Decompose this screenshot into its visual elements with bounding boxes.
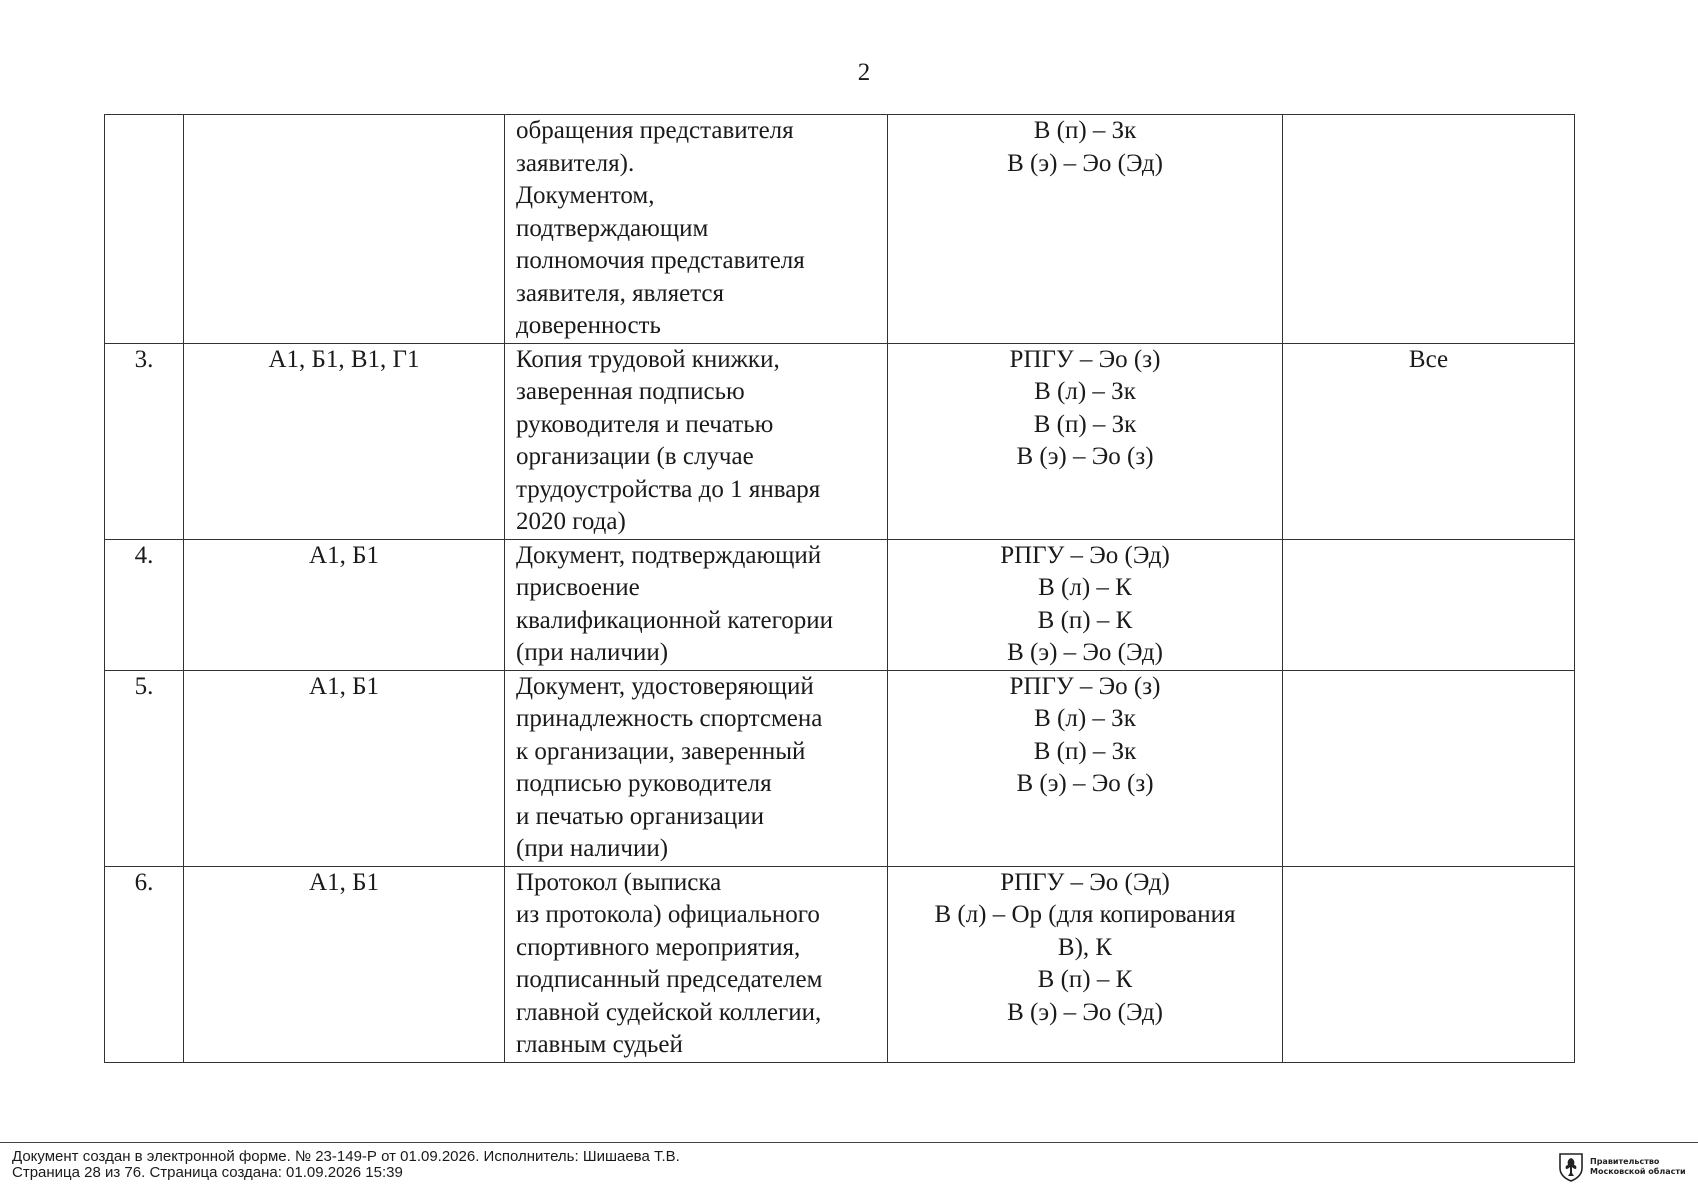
government-logo (1558, 1152, 1686, 1182)
applicant-groups: А1, Б1 (309, 541, 379, 569)
table-row (105, 670, 1575, 866)
row-number-cell (105, 539, 184, 670)
submission-method-line: В (л) – Ор (для копирования (934, 901, 1236, 928)
submission-method-cell (888, 343, 1283, 539)
document-name-line: и печатью организации (516, 802, 764, 830)
document-name-line: полномочия представителя (516, 247, 805, 274)
submission-method-cell (888, 866, 1283, 1062)
document-name-line: трудоустройства до 1 января (516, 475, 821, 503)
row-number-cell (105, 115, 184, 344)
submission-method-line: В (э) – Эо (Эд) (1007, 639, 1163, 666)
submission-method-line: В (л) – Зк (1034, 378, 1136, 405)
submission-method-line: В (э) – Эо (Эд) (1007, 149, 1163, 177)
note-cell (1283, 670, 1575, 866)
logo-text-line2: Московской области (1590, 1167, 1686, 1176)
document-name-line: Копия трудовой книжки, (516, 345, 780, 373)
document-name-line: квалификационной категории (516, 606, 834, 634)
submission-method-line: В (п) – Зк (1033, 117, 1137, 144)
document-name-cell (505, 343, 888, 539)
submission-method-line: В (э) – Эо (з) (1016, 443, 1154, 470)
document-name-line: заявителя, является (516, 279, 725, 307)
submission-method-line: РПГУ – Эо (з) (1009, 672, 1161, 700)
applicant-groups-cell (184, 539, 505, 670)
submission-method-line: В (э) – Эо (з) (1016, 770, 1154, 797)
document-name-line: Протокол (выписка (516, 868, 722, 896)
document-name-line: присвоение (516, 574, 640, 601)
document-name-line: организации (в случае (516, 443, 754, 470)
row-number: 3. (134, 345, 154, 373)
document-name-line: Документ, подтверждающий (516, 541, 822, 569)
document-name-line: принадлежность спортсмена (516, 705, 823, 732)
document-name-line: подписью руководителя (516, 770, 772, 797)
document-name-line: подписанный председателем (516, 966, 823, 993)
document-name-line: (при наличии) (516, 835, 669, 862)
row-number-cell (105, 670, 184, 866)
note-text: Все (1408, 345, 1449, 373)
applicant-groups: А1, Б1 (309, 672, 379, 700)
document-name-cell (505, 670, 888, 866)
submission-method-line: РПГУ – Эо (з) (1009, 345, 1161, 373)
table-row (105, 539, 1575, 670)
footer-info (12, 1149, 680, 1181)
submission-method-line: В (л) – К (1038, 574, 1132, 601)
table-row (105, 343, 1575, 539)
applicant-groups-cell (184, 115, 505, 344)
submission-method-line: РПГУ – Эо (Эд) (1000, 541, 1170, 569)
document-name-line: обращения представителя (516, 117, 794, 144)
document-name-line: Документ, удостоверяющий (516, 672, 814, 700)
document-name-line: Документом, (516, 182, 655, 209)
documents-table-body (105, 115, 1575, 1063)
row-number: 6. (134, 868, 154, 896)
documents-table (104, 114, 1575, 1063)
submission-method-line: В (п) – Зк (1033, 737, 1137, 765)
document-name-line: главным судьей (516, 1031, 683, 1058)
coat-of-arms-icon (1558, 1152, 1584, 1182)
applicant-groups: А1, Б1, В1, Г1 (268, 345, 420, 373)
document-name-line: заверенная подписью (516, 378, 745, 405)
row-number-cell (105, 866, 184, 1062)
submission-method-cell (888, 115, 1283, 344)
note-cell (1283, 343, 1575, 539)
applicant-groups-cell (184, 343, 505, 539)
document-name-line: 2020 года) (516, 508, 626, 535)
applicant-groups: А1, Б1 (309, 868, 379, 896)
logo-text-line1: Правительство (1590, 1157, 1660, 1166)
applicant-groups-cell (184, 670, 505, 866)
note-cell (1283, 539, 1575, 670)
document-name-line: спортивного мероприятия, (516, 933, 801, 961)
submission-method-line: В (п) – К (1037, 606, 1133, 634)
footer-document-info: Документ создан в электронной форме. № 23-149-Р от 01.09.2026. Исполнитель: Шишаева Т.В. (12, 1148, 680, 1165)
document-name-line: руководителя и печатью (516, 410, 774, 438)
document-name-cell (505, 866, 888, 1062)
note-cell (1283, 115, 1575, 344)
page-number: 2 (857, 59, 871, 86)
document-name-cell (505, 115, 888, 344)
submission-method-line: РПГУ – Эо (Эд) (1000, 868, 1170, 896)
submission-method-cell (888, 670, 1283, 866)
note-cell (1283, 866, 1575, 1062)
row-number: 4. (134, 541, 154, 569)
row-number: 5. (134, 672, 154, 700)
submission-method-line: В (п) – Зк (1033, 410, 1137, 438)
table-row (105, 866, 1575, 1062)
document-name-line: к организации, заверенный (516, 737, 806, 765)
document-name-line: подтверждающим (516, 214, 709, 242)
document-name-line: заявителя). (516, 149, 635, 177)
row-number-cell (105, 343, 184, 539)
submission-method-cell (888, 539, 1283, 670)
submission-method-line: В (л) – Зк (1034, 705, 1136, 732)
footer-divider (0, 1142, 1698, 1143)
document-name-line: (при наличии) (516, 639, 669, 666)
applicant-groups-cell (184, 866, 505, 1062)
submission-method-line: В (э) – Эо (Эд) (1007, 998, 1163, 1026)
footer-page-info: Страница 28 из 76. Страница создана: 01.09.2026 15:39 (12, 1164, 403, 1181)
document-name-line: главной судейской коллегии, (516, 998, 822, 1026)
submission-method-line: В (п) – К (1037, 966, 1133, 993)
table-row (105, 115, 1575, 344)
document-name-line: доверенность (516, 312, 661, 339)
submission-method-line: В), К (1057, 933, 1113, 961)
document-name-cell (505, 539, 888, 670)
document-name-line: из протокола) официального (516, 901, 820, 928)
